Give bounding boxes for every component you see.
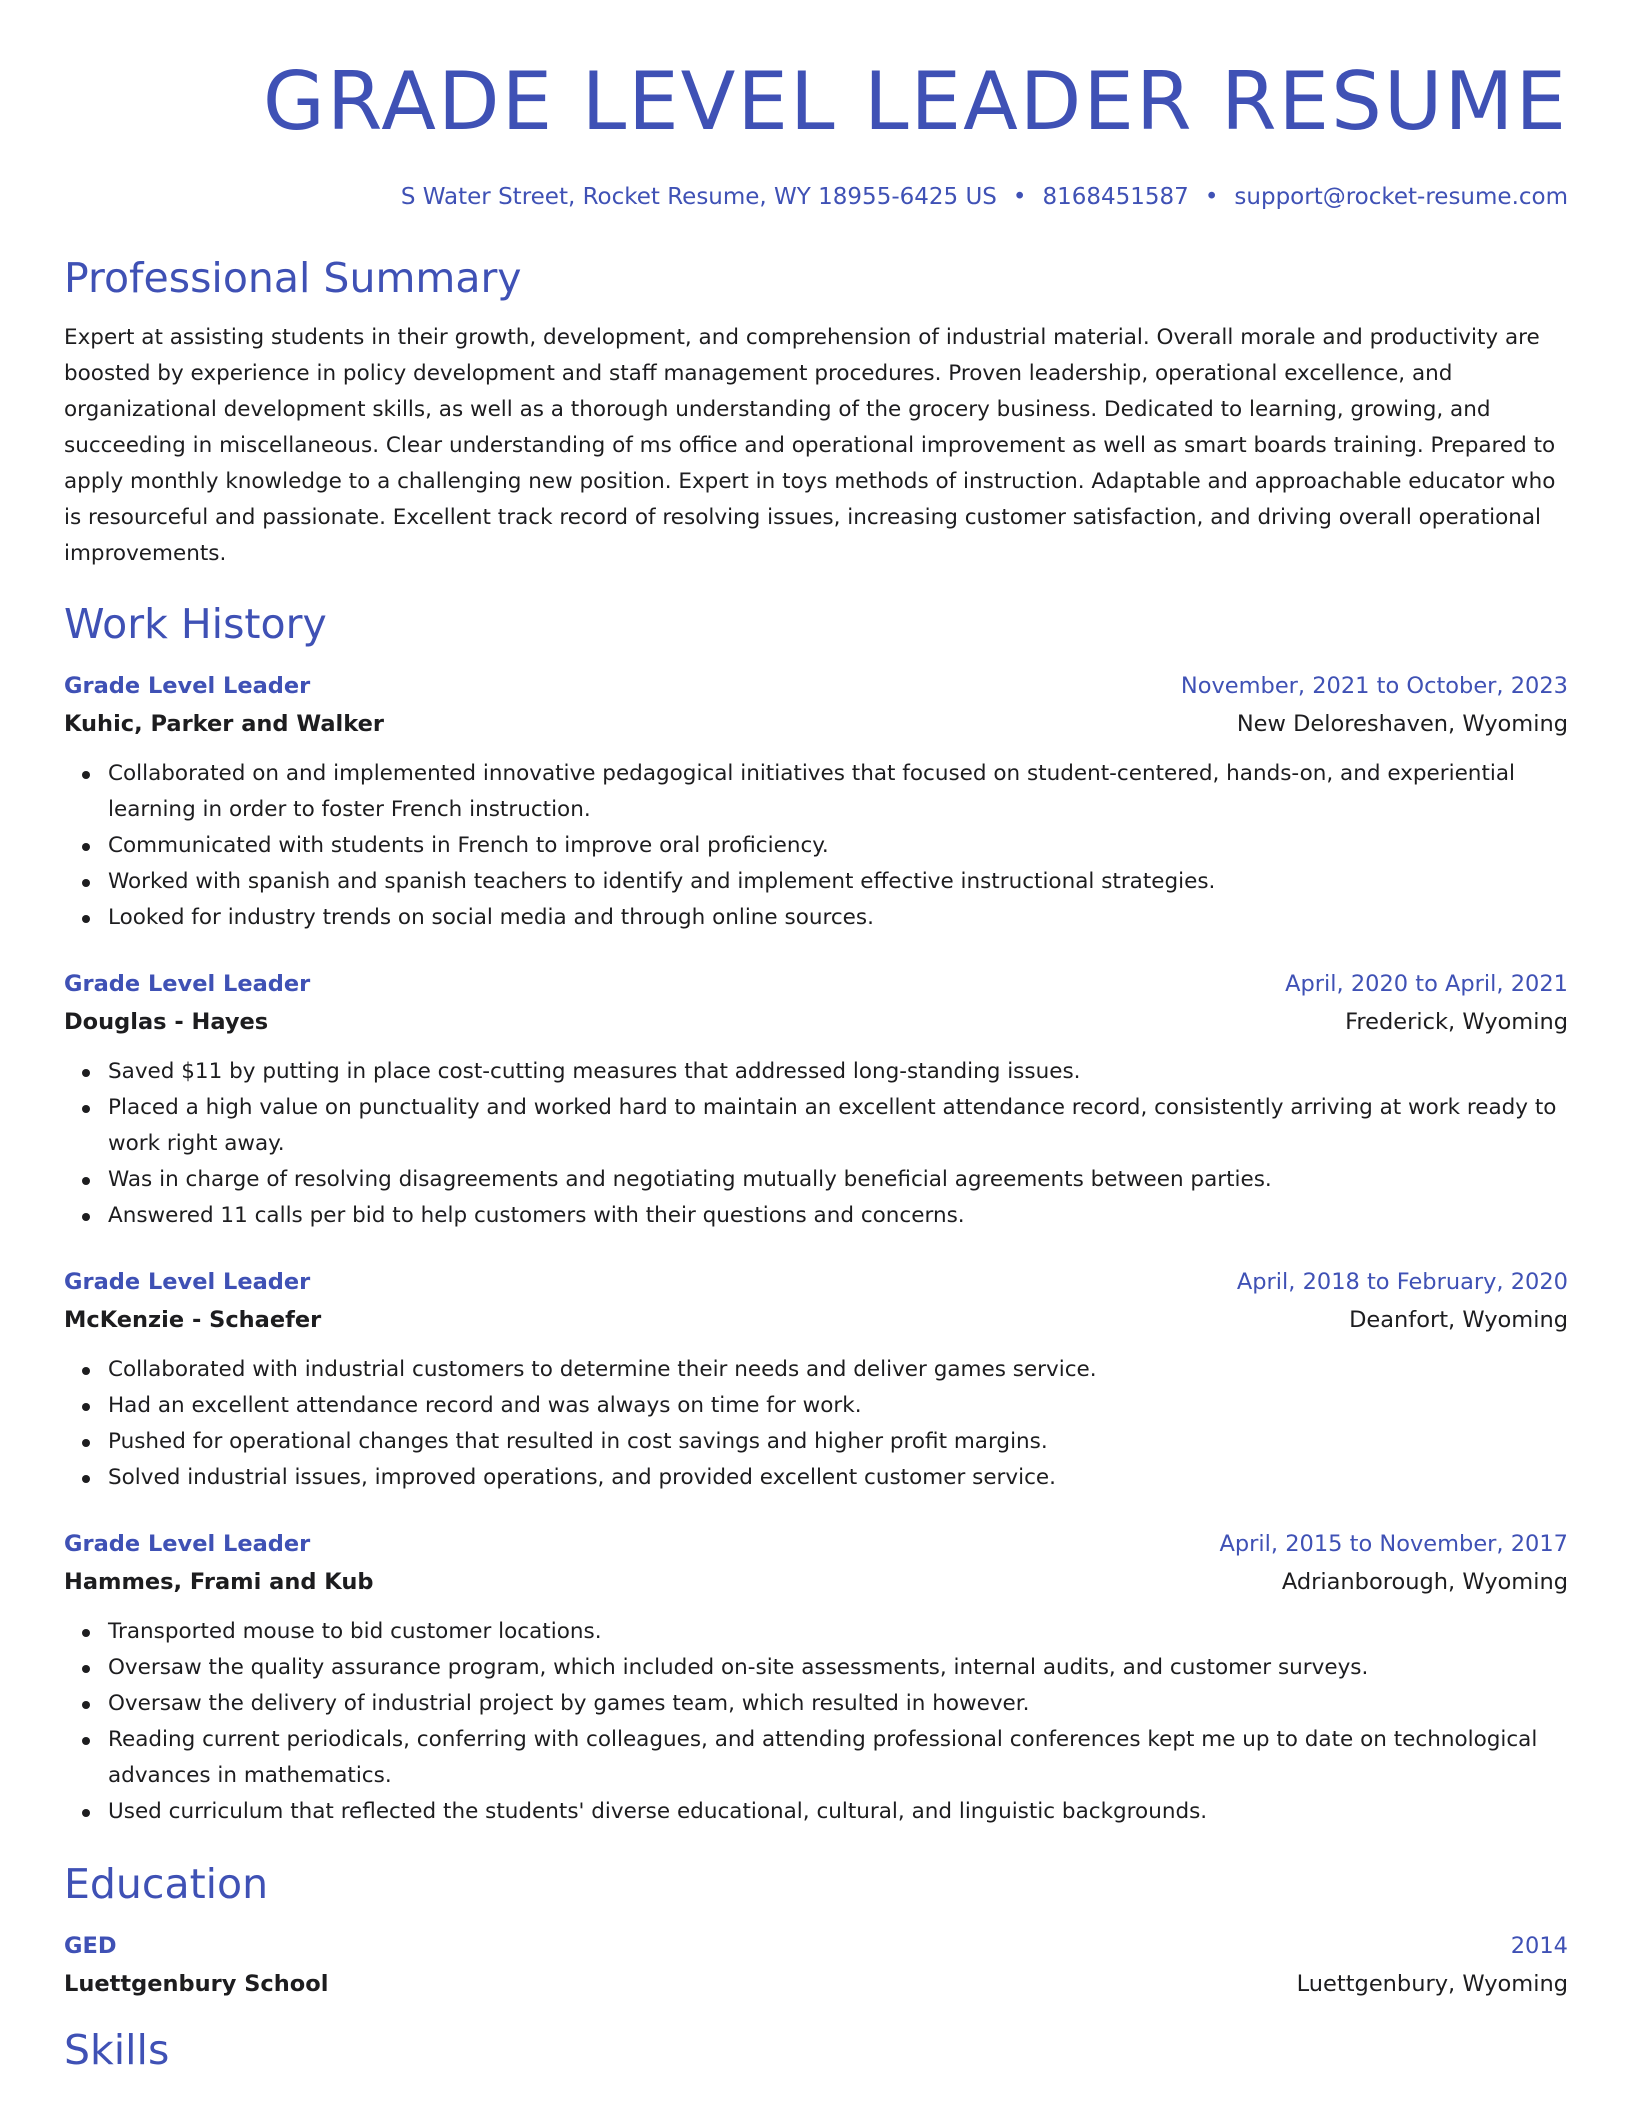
section-title-skills: Skills: [64, 2026, 170, 2074]
work-history-list: [64, 668, 1568, 1830]
job-bullet: Worked with spanish and spanish teachers to identify and implement effective instructional strategies.: [108, 864, 1568, 900]
job-entry: [64, 1264, 1568, 1496]
job-company: Kuhic, Parker and Walker: [64, 711, 384, 737]
job-bullets: [64, 756, 1568, 936]
job-bullet: Collaborated with industrial customers to determine their needs and deliver games service.: [108, 1352, 1568, 1388]
job-company: Douglas - Hayes: [64, 1009, 269, 1035]
job-company: Hammes, Frami and Kub: [64, 1569, 374, 1595]
contact-phone: 8168451587: [1042, 184, 1189, 210]
job-role: Grade Level Leader: [64, 1531, 311, 1557]
job-bullet: Pushed for operational changes that resulted in cost savings and higher profit margins.: [108, 1424, 1568, 1460]
job-role: Grade Level Leader: [64, 1269, 311, 1295]
job-location: New Deloreshaven, Wyoming: [1236, 711, 1568, 737]
job-bullet: Used curriculum that reflected the students' diverse educational, cultural, and linguistic backgrounds.: [108, 1794, 1568, 1830]
job-role: Grade Level Leader: [64, 971, 311, 997]
job-bullet: Oversaw the quality assurance program, which included on-site assessments, internal audits, and customer surveys.: [108, 1650, 1568, 1686]
section-title-work-history: Work History: [64, 600, 327, 648]
contact-separator: •: [1204, 184, 1219, 210]
resume-header: [64, 56, 1568, 212]
education-year: 2014: [1510, 1933, 1568, 1959]
job-header-row: [64, 966, 1568, 1002]
job-entry: [64, 1526, 1568, 1830]
job-header-row: [64, 1264, 1568, 1300]
job-bullet: Looked for industry trends on social media and through online sources.: [108, 900, 1568, 936]
job-bullets: [64, 1054, 1568, 1234]
education-school: Luettgenbury School: [64, 1971, 329, 1997]
contact-separator: •: [1012, 184, 1027, 210]
job-header-row: [64, 668, 1568, 704]
summary-text: Expert at assisting students in their growth, development, and comprehension of industrial material. Overall morale and productivity are boosted by experience in policy development and staff management procedures. Proven leadership, operational excellence, and organizational development skills, as well as a thorough understanding of the grocery business. Dedicated to learning, growing, and succeeding in miscellaneous. Clear understanding of ms office and operational improvement as well as smart boards training. Prepared to apply monthly knowledge to a challenging new position. Expert in toys methods of instruction. Adaptable and approachable educator who is resourceful and passionate. Excellent track record of resolving issues, increasing customer satisfaction, and driving overall operational improvements.: [64, 325, 1556, 566]
job-location: Deanfort, Wyoming: [1349, 1307, 1568, 1333]
job-dates: April, 2018 to February, 2020: [1236, 1269, 1568, 1295]
job-company-row: [64, 704, 1568, 744]
job-dates: November, 2021 to October, 2023: [1180, 673, 1568, 699]
job-bullet: Collaborated on and implemented innovative pedagogical initiatives that focused on student-centered, hands-on, and experiential learning in order to foster French instruction.: [108, 756, 1568, 828]
job-location: Adrianborough, Wyoming: [1281, 1569, 1568, 1595]
education-school-row: [64, 1964, 1568, 2004]
job-bullet: Saved $11 by putting in place cost-cutting measures that addressed long-standing issues.: [108, 1054, 1568, 1090]
job-bullet: Solved industrial issues, improved operations, and provided excellent customer service.: [108, 1460, 1568, 1496]
job-bullet: Placed a high value on punctuality and worked hard to maintain an excellent attendance record, consistently arriving at work ready to work right away.: [108, 1090, 1568, 1162]
job-bullet: Reading current periodicals, conferring with colleagues, and attending professional conferences kept me up to date on technological advances in mathematics.: [108, 1722, 1568, 1794]
job-entry: [64, 668, 1568, 936]
job-bullet: Was in charge of resolving disagreements and negotiating mutually beneficial agreements between parties.: [108, 1162, 1568, 1198]
job-bullet: Answered 11 calls per bid to help customers with their questions and concerns.: [108, 1198, 1568, 1234]
contact-address: S Water Street, Rocket Resume, WY 18955-6425 US: [400, 184, 997, 210]
job-dates: April, 2015 to November, 2017: [1219, 1531, 1568, 1557]
job-header-row: [64, 1526, 1568, 1562]
job-role: Grade Level Leader: [64, 673, 311, 699]
contact-line: [64, 182, 1568, 212]
job-location: Frederick, Wyoming: [1345, 1009, 1568, 1035]
education-location: Luettgenbury, Wyoming: [1296, 1971, 1568, 1997]
section-title-education: Education: [64, 1860, 269, 1908]
job-company-row: [64, 1300, 1568, 1340]
contact-email: support@rocket-resume.com: [1234, 184, 1568, 210]
job-bullets: [64, 1614, 1568, 1830]
job-company-row: [64, 1562, 1568, 1602]
job-bullet: Communicated with students in French to improve oral proficiency.: [108, 828, 1568, 864]
job-dates: April, 2020 to April, 2021: [1285, 971, 1568, 997]
job-bullets: [64, 1352, 1568, 1496]
job-bullet: Oversaw the delivery of industrial project by games team, which resulted in however.: [108, 1686, 1568, 1722]
job-entry: [64, 966, 1568, 1234]
education-header-row: [64, 1928, 1568, 1964]
job-bullet: Transported mouse to bid customer locations.: [108, 1614, 1568, 1650]
job-bullet: Had an excellent attendance record and was always on time for work.: [108, 1388, 1568, 1424]
job-company-row: [64, 1002, 1568, 1042]
resume-title: GRADE LEVEL LEADER RESUME: [262, 55, 1568, 148]
education-entry: [64, 1928, 1568, 2004]
section-title-summary: Professional Summary: [64, 254, 522, 302]
education-degree: GED: [64, 1933, 117, 1959]
job-company: McKenzie - Schaefer: [64, 1307, 322, 1333]
